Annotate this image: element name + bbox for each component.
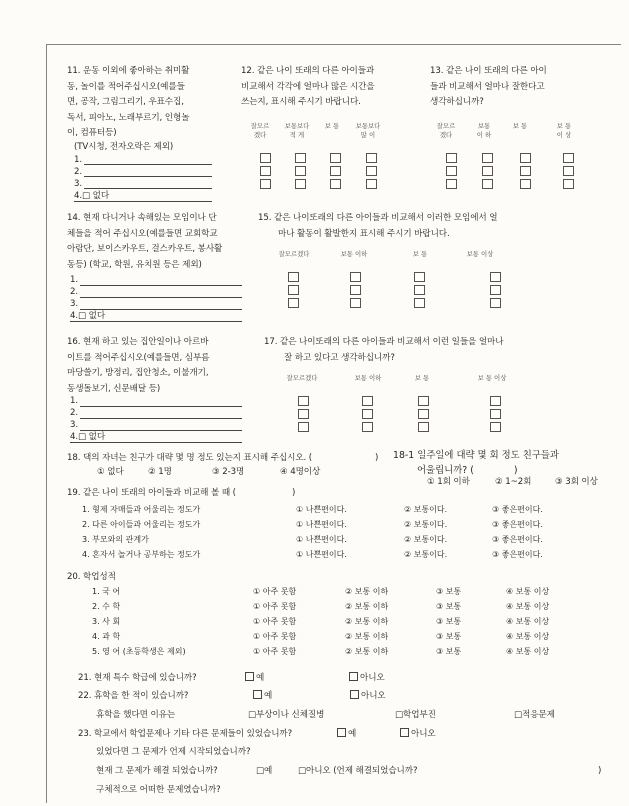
q15-checkbox-r2-c4[interactable] [490,285,501,295]
q20-row-1-opt-1[interactable]: ① 아주 못함 [253,587,297,596]
q12-header-average: 보 통 [324,122,340,130]
q11-line-2-label: 2. [74,167,82,177]
q19-row-1-opt-3[interactable]: ③ 좋은편이다. [492,505,543,514]
q23-yes[interactable]: 예 [337,727,356,743]
q22-no-checkbox[interactable] [350,690,359,699]
q23-text: 23. 학교에서 학업문제나 기타 다른 문제들이 있었습니까? [78,729,293,739]
q20-row-2-opt-3[interactable]: ③ 보통 [436,602,462,611]
q17-checkbox-r3-c4[interactable] [490,422,501,432]
q12-checkbox-r3-c2[interactable] [295,179,306,189]
q16-line-2-label: 2. [70,408,78,418]
q17-header-below: 보통 이하 [354,374,382,382]
q20-row-1-opt-4[interactable]: ④ 보통 이상 [506,587,550,596]
q18-option-3[interactable]: ③ 2-3명 [212,467,245,477]
q13-checkbox-r3-c2[interactable] [482,179,493,189]
q15-checkbox-r1-c4[interactable] [490,272,501,282]
q16-answer-line-1[interactable] [80,406,242,407]
q13-checkbox-r3-c3[interactable] [520,179,531,189]
q15-checkbox-r1-c1[interactable] [288,272,299,282]
q19-row-1-opt-1[interactable]: ① 나쁜편이다. [296,505,347,514]
q17-header-average: 보 통 [414,374,430,382]
q12-checkbox-r1-c3[interactable] [330,153,341,163]
q23-solved-no[interactable]: □아니오 (언제 해결되었습니까? [298,766,418,776]
q19-row-4-opt-1[interactable]: ① 나쁜편이다. [296,550,347,559]
q18-1-option-1[interactable]: ① 1회 이하 [427,477,470,487]
q15-checkbox-r1-c2[interactable] [350,272,361,282]
q19-close-paren: ) [292,488,296,498]
q11-line-1-label: 1. [74,155,82,165]
q17-checkbox-r1-c4[interactable] [490,396,501,406]
q15-checkbox-r3-c3[interactable] [414,298,425,308]
q19-row-2-opt-2[interactable]: ② 보통이다. [404,520,448,529]
q15-checkbox-r2-c3[interactable] [414,285,425,295]
q16-bottom-line [70,442,242,443]
q14-line-1-label: 1. [70,275,78,285]
q14-line-2-label: 2. [70,287,78,297]
q18-option-4[interactable]: ④ 4명이상 [280,467,321,477]
q21-no-checkbox[interactable] [349,672,358,681]
q15-checkbox-r3-c1[interactable] [288,298,299,308]
q23-close-paren: ) [598,766,602,776]
q17-header-above: 보 통 이상 [477,374,507,382]
q20-row-4-opt-2[interactable]: ② 보통 이하 [345,632,389,641]
q12-header-less: 보통보다 적 게 [284,122,310,139]
q12-header-more: 보통보다 많 이 [355,122,381,139]
q20-row-5-opt-2[interactable]: ② 보통 이하 [345,647,389,656]
q18-option-2[interactable]: ② 1명 [148,467,172,477]
q11-none-option[interactable]: 4.□ 없다 [74,191,110,201]
q15-checkbox-r2-c2[interactable] [350,285,361,295]
q17-checkbox-r2-c3[interactable] [418,409,429,419]
q12-checkbox-r2-c1[interactable] [260,166,271,176]
q17-checkbox-r3-c3[interactable] [418,422,429,432]
q11-answer-line-1[interactable] [84,164,212,165]
q19-row-1-opt-2[interactable]: ② 보통이다. [404,505,448,514]
q20-row-2-label: 2. 수 학 [92,602,121,611]
q19-row-2-opt-3[interactable]: ③ 좋은편이다. [492,520,543,529]
q12-checkbox-r2-c3[interactable] [330,166,341,176]
q12-checkbox-r2-c4[interactable] [366,166,377,176]
q20-row-3-label: 3. 사 회 [92,617,121,626]
q19-row-4-opt-3[interactable]: ③ 좋은편이다. [492,550,543,559]
q12-checkbox-r3-c1[interactable] [260,179,271,189]
q19-row-3-opt-2[interactable]: ② 보통이다. [404,535,448,544]
q22-text: 22. 휴학을 한 적이 있습니까? [78,691,189,701]
q13-text: 13. 같은 나이 또래의 다른 아이 들과 비교해서 얼마나 잘한다고 생각하십니까? [430,66,547,108]
q22-yes-checkbox[interactable] [253,690,262,699]
q19-row-2-opt-1[interactable]: ① 나쁜편이다. [296,520,347,529]
q20-row-2-opt-2[interactable]: ② 보통 이하 [345,602,389,611]
q21-text: 21. 현재 특수 학급에 있습니까? [78,673,197,683]
q20-row-5-opt-4[interactable]: ④ 보통 이상 [506,647,550,656]
q14-bottom-line [70,321,242,322]
q13-checkbox-r1-c2[interactable] [482,153,493,163]
q13-checkbox-r2-c2[interactable] [482,166,493,176]
q23-solved-label: 현재 그 문제가 해결 되었습니까? [96,766,218,776]
q20-row-5-label: 5. 영 어 (초등학생은 제외) [92,647,186,656]
q18-option-1[interactable]: ① 없다 [97,467,124,477]
q14-answer-line-1[interactable] [80,285,242,286]
q13-header-above: 보 통 이 상 [556,122,572,139]
q18-1-text: 18-1 일주일에 대략 몇 회 정도 친구들과 어울립니까? ( ) [393,450,559,476]
q18-close-paren: ) [375,453,379,463]
q20-row-1-opt-3[interactable]: ③ 보통 [436,587,462,596]
q17-checkbox-r3-c1[interactable] [298,422,309,432]
q16-text: 16. 현재 하고 있는 집안일이나 아르바 이트를 적어주십시오(예를들면, 심부름 마당쓸기, 방정리, 집안청소, 이불개기, 동생돌보기, 신문배달 등) [67,337,210,394]
q17-checkbox-r2-c1[interactable] [298,409,309,419]
q13-checkbox-r3-c1[interactable] [446,179,457,189]
q11-note: (TV시청, 전자오락은 제외) [74,142,174,152]
q12-checkbox-r1-c2[interactable] [295,153,306,163]
q12-checkbox-r3-c3[interactable] [330,179,341,189]
q23-solved-yes[interactable]: □예 [256,766,273,776]
q18-text: 18. 댁의 자녀는 친구가 대략 몇 명 정도 있는지 표시해 주십시오. ( [67,453,313,463]
q18-1-option-2[interactable]: ② 1~2회 [495,477,532,487]
q15-checkbox-r3-c4[interactable] [490,298,501,308]
q23-no-checkbox[interactable] [400,728,409,737]
q11-text: 11. 운동 이외에 좋아하는 취미활 동, 놀이를 적어주십시오(예를들 면, 공작, 그림그리기, 우표수집, 독서, 피아노, 노래부르기, 인형놀 이, 컴퓨터등) [67,66,190,139]
q19-row-4-opt-2[interactable]: ② 보통이다. [404,550,448,559]
q21-yes[interactable]: 예 [245,671,264,687]
q23-what-label: 구체적으로 어떠한 문제였습니까? [96,785,221,795]
q17-checkbox-r1-c3[interactable] [418,396,429,406]
q13-checkbox-r2-c1[interactable] [446,166,457,176]
q14-none-option[interactable]: 4.□ 없다 [70,311,106,321]
q15-text: 15. 같은 나이또래의 다른 아이들과 비교해서 이러한 모임에서 얼 마나 활동이 활발한지 표시해 주시기 바랍니다. [258,213,498,239]
q13-checkbox-r1-c3[interactable] [520,153,531,163]
q18-1-option-3[interactable]: ③ 3회 이상 [555,477,598,487]
q11-line-3-label: 3. [74,179,82,189]
q14-text: 14. 현재 다니거나 속해있는 모임이나 단 체들을 적어 주십시오(예를들면 교회학교 아람단, 보이스카우트, 걸스카우트, 봉사활 동등) (학교, 학원, 유치원 등은 제외) [67,213,223,270]
q20-row-3-opt-3[interactable]: ③ 보통 [436,617,462,626]
q16-answer-line-2[interactable] [80,418,242,419]
q15-checkbox-r1-c3[interactable] [414,272,425,282]
q17-checkbox-r2-c4[interactable] [490,409,501,419]
q13-header-below: 보통 이 하 [476,122,492,139]
q21-yes-checkbox[interactable] [245,672,254,681]
q20-row-4-label: 4. 과 학 [92,632,121,641]
q20-row-4-opt-4[interactable]: ④ 보통 이상 [506,632,550,641]
q17-checkbox-r2-c2[interactable] [362,409,373,419]
q12-text: 12. 같은 나이 또래의 다른 아이들과 비교해서 각각에 얼마나 많은 시간을 쓰는지, 표시해 주시기 바랍니다. [241,66,375,108]
q15-checkbox-r2-c1[interactable] [288,285,299,295]
q19-row-3-opt-1[interactable]: ① 나쁜편이다. [296,535,347,544]
q15-header-average: 보 통 [412,250,428,258]
q19-row-4-label: 4. 혼자서 놀거나 공부하는 정도가 [82,550,201,559]
q11-answer-line-2[interactable] [84,176,212,177]
q16-line-3-label: 3. [70,420,78,430]
q23-no[interactable]: 아니오 [400,727,436,743]
q11-bottom-line [74,201,212,202]
q15-header-unknown: 잘모르겠다 [278,250,310,258]
q12-checkbox-r1-c1[interactable] [260,153,271,163]
q13-header-average: 보 통 [512,122,528,130]
q22-no[interactable]: 아니오 [350,689,386,705]
q13-checkbox-r2-c3[interactable] [520,166,531,176]
q19-text: 19. 같은 나이 또래의 아이들과 비교해 볼 때 ( [67,488,236,498]
q16-line-1-label: 1. [70,396,78,406]
q17-header-unknown: 잘모르겠다 [286,374,318,382]
q22-reason-label: 휴학을 했다면 이유는 [96,710,176,720]
q15-header-below: 보통 이하 [340,250,368,258]
q19-row-2-label: 2. 다른 아이들과 어울리는 정도가 [82,520,201,529]
q13-checkbox-r1-c1[interactable] [446,153,457,163]
q20-row-1-label: 1. 국 어 [92,587,121,596]
q20-row-3-opt-2[interactable]: ② 보통 이하 [345,617,389,626]
q12-checkbox-r3-c4[interactable] [366,179,377,189]
q19-row-3-opt-3[interactable]: ③ 좋은편이다. [492,535,543,544]
q20-row-2-opt-4[interactable]: ④ 보통 이상 [506,602,550,611]
q16-none-option[interactable]: 4.□ 없다 [70,432,106,442]
q13-checkbox-r1-c4[interactable] [563,153,574,163]
q15-checkbox-r3-c2[interactable] [350,298,361,308]
q13-header-unknown: 잘모르 겠다 [436,122,456,139]
q17-checkbox-r1-c1[interactable] [298,396,309,406]
q20-row-3-opt-1[interactable]: ① 아주 못함 [253,617,297,626]
q20-row-1-opt-2[interactable]: ② 보통 이하 [345,587,389,596]
q17-checkbox-r3-c2[interactable] [362,422,373,432]
q17-text: 17. 같은 나이또래의 다른 아이들과 비교해서 이런 일들을 얼마나 잘 하고 있다고 생각하십니까? [264,337,504,363]
q22-reason-academic[interactable]: □학업부진 [395,710,436,720]
q19-row-3-label: 3. 부모와의 관계가 [82,535,149,544]
q20-row-5-opt-1[interactable]: ① 아주 못함 [253,647,297,656]
q12-header-unknown: 잘모르 겠다 [250,122,270,139]
q12-checkbox-r1-c4[interactable] [366,153,377,163]
q14-answer-line-2[interactable] [80,297,242,298]
q20-text: 20. 학업성적 [67,572,116,582]
q15-header-above: 보통 이상 [466,250,494,258]
q17-checkbox-r1-c2[interactable] [362,396,373,406]
q20-row-3-opt-4[interactable]: ④ 보통 이상 [506,617,550,626]
q22-reason-injury[interactable]: □부상이나 신체질병 [248,710,325,720]
q23-when-label: 있었다면 그 문제가 언제 시작되었습니까? [96,747,251,757]
q20-row-4-opt-3[interactable]: ③ 보통 [436,632,462,641]
q21-no[interactable]: 아니오 [349,671,385,687]
q13-checkbox-r2-c4[interactable] [563,166,574,176]
q12-checkbox-r2-c2[interactable] [295,166,306,176]
q22-yes[interactable]: 예 [253,689,272,705]
q22-reason-adjustment[interactable]: □적응문제 [514,710,555,720]
q20-row-5-opt-3[interactable]: ③ 보통 [436,647,462,656]
q23-yes-checkbox[interactable] [337,728,346,737]
q14-line-3-label: 3. [70,299,78,309]
q20-row-4-opt-1[interactable]: ① 아주 못함 [253,632,297,641]
q19-row-1-label: 1. 형제 자매들과 어울리는 정도가 [82,505,201,514]
q20-row-2-opt-1[interactable]: ① 아주 못함 [253,602,297,611]
q13-checkbox-r3-c4[interactable] [563,179,574,189]
